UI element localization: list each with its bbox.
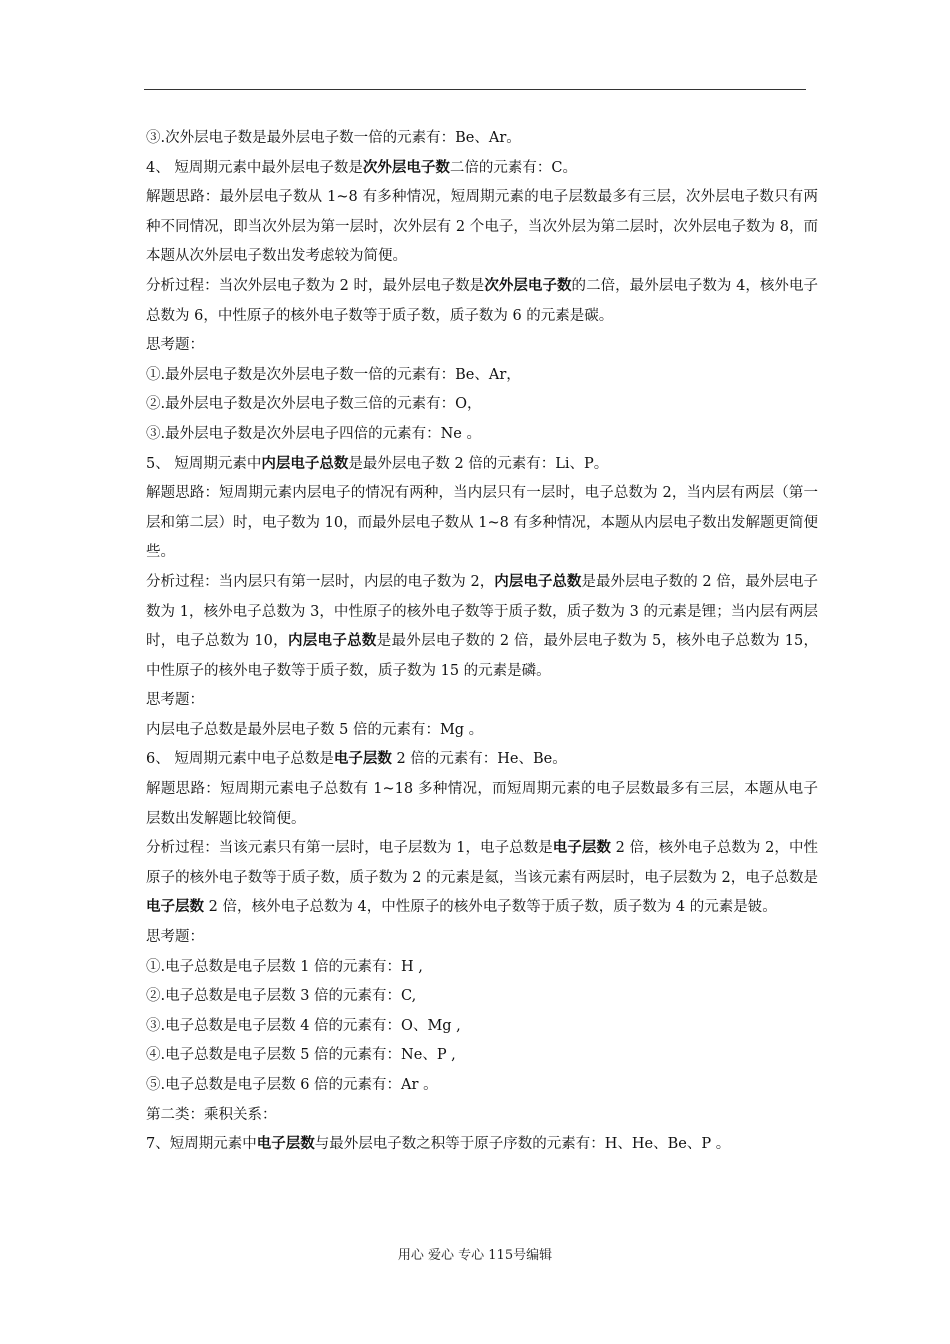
text-line — [146, 124, 818, 154]
text-span: ②.最外层电子数是次外层电子数三倍的元素有：O， — [146, 396, 482, 413]
text-line — [146, 1041, 818, 1071]
text-line — [146, 923, 818, 953]
text-line — [146, 953, 818, 983]
text-span: 分析过程：当次外层电子数为 2 时，最外层电子数是 — [146, 277, 485, 294]
text-span: 分析过程：当内层只有第一层时，内层的电子数为 2， — [146, 573, 495, 590]
text-span: ①.电子总数是电子层数 1 倍的元素有：H , — [146, 958, 423, 975]
text-line — [146, 331, 818, 361]
text-span: 解题思路：短周期元素电子总数有 1~18 多种情况，而短周期元素的电子层数最多有三层，本题从电子层数出发解题比较简便。 — [146, 781, 818, 827]
document-body — [146, 124, 818, 1160]
paragraph — [146, 479, 818, 568]
text-span: 与最外层电子数之积等于原子序数的元素有：H、He、Be、P 。 — [314, 1136, 731, 1153]
header-rule — [144, 89, 806, 90]
paragraph — [146, 183, 818, 272]
text-span: 4、 短周期元素中最外层电子数是 — [146, 159, 363, 176]
text-span: ⑤.电子总数是电子层数 6 倍的元素有：Ar 。 — [146, 1077, 438, 1093]
text-span: 分析过程：当该元素只有第一层时，电子层数为 1，电子总数是 — [146, 840, 553, 857]
text-span: 思考题： — [146, 692, 204, 709]
text-line — [146, 361, 818, 391]
text-line — [146, 154, 818, 184]
text-span: ③.次外层电子数是最外层电子数一倍的元素有：Be、Ar。 — [146, 130, 521, 146]
text-span: 第二类：乘积关系： — [146, 1106, 277, 1123]
bold-term: 次外层电子数 — [362, 159, 450, 176]
text-span: 解题思路：短周期元素内层电子的情况有两种，当内层只有一层时，电子总数为 2，当内层有两层（第一层和第二层）时，电子数为 10，而最外层电子数从 1~8 有多种情况，本题从内层电子数出发解题更简便些。 — [146, 485, 818, 561]
text-span: 的二倍，最外层电子数为 4，核外电子总数为 6，中性原子的核外电子数等于质子数，质子数为 6 的元素是碳。 — [146, 277, 818, 324]
text-line — [146, 450, 818, 480]
text-line — [146, 1101, 818, 1131]
bold-term: 内层电子总数 — [261, 455, 349, 472]
paragraph — [146, 272, 818, 331]
text-span: 2 倍，核外电子总数为 2，中性原子的核外电子数等于质子数，质子数为 2 的元素是氦，当该元素有两层时，电子层数为 2，电子总数是 — [146, 840, 819, 886]
text-span: 7、短周期元素中 — [146, 1136, 257, 1153]
text-span: 解题思路：最外层电子数从 1~8 有多种情况，短周期元素的电子层数最多有三层，次外层电子数只有两种不同情况，即当次外层为第一层时，次外层有 2 个电子，当次外层为第二层时，次外层电子数为 8，而本题从次外层电子数出发考虑较为简便。 — [146, 189, 818, 265]
paragraph — [146, 834, 818, 923]
bold-term: 电子层数 — [256, 1136, 315, 1153]
text-line — [146, 1130, 818, 1160]
text-span: 6、 短周期元素中电子总数是 — [146, 751, 334, 768]
text-line — [146, 420, 818, 450]
paragraph — [146, 568, 818, 686]
text-span: ③.电子总数是电子层数 4 倍的元素有：O、Mg , — [146, 1017, 461, 1034]
bold-term: 次外层电子数 — [484, 277, 572, 294]
text-span: 2 倍的元素有：He、Be。 — [391, 751, 567, 768]
text-span: 思考题： — [146, 929, 204, 946]
text-span: ②.电子总数是电子层数 3 倍的元素有：C, — [146, 988, 417, 1005]
text-line — [146, 716, 818, 746]
text-span: 2 倍，核外电子总数为 4，中性原子的核外电子数等于质子数，质子数为 4 的元素是铍。 — [204, 899, 777, 916]
text-line — [146, 1012, 818, 1042]
text-span: 二倍的元素有：C。 — [449, 159, 577, 176]
bold-term: 电子层数 — [333, 751, 392, 768]
text-span: 5、 短周期元素中 — [146, 455, 262, 472]
text-span: 是最外层电子数的 2 倍，最外层电子数为 5，核外电子总数为 15，中性原子的核外电子数等于质子数，质子数为 15 的元素是磷。 — [146, 633, 819, 679]
text-line — [146, 390, 818, 420]
text-span: 是最外层电子数的 2 倍，最外层电子数为 1，核外电子总数为 3，中性原子的核外电子数等于质子数，质子数为 3 的元素是锂；当内层有两层时，电子总数为 10， — [146, 573, 818, 650]
bold-term: 电子层数 — [146, 899, 204, 916]
bold-term: 内层电子总数 — [287, 633, 377, 650]
text-span: 是最外层电子数 2 倍的元素有：Li、P。 — [348, 455, 609, 472]
text-span: ④.电子总数是电子层数 5 倍的元素有：Ne、P , — [146, 1047, 456, 1064]
text-line — [146, 1071, 818, 1101]
text-span: 思考题： — [146, 337, 204, 354]
text-line — [146, 745, 818, 775]
text-span: ③.最外层电子数是次外层电子四倍的元素有：Ne 。 — [146, 425, 481, 442]
paragraph — [146, 775, 818, 834]
text-line — [146, 686, 818, 716]
bold-term: 电子层数 — [552, 840, 611, 857]
text-line — [146, 982, 818, 1012]
page-footer: 用心 爱心 专心 115号编辑 — [397, 1248, 553, 1263]
bold-term: 内层电子总数 — [494, 573, 582, 590]
text-span: ①.最外层电子数是次外层电子数一倍的元素有：Be、Ar， — [146, 366, 521, 383]
text-span: 内层电子总数是最外层电子数 5 倍的元素有：Mg 。 — [146, 721, 484, 738]
